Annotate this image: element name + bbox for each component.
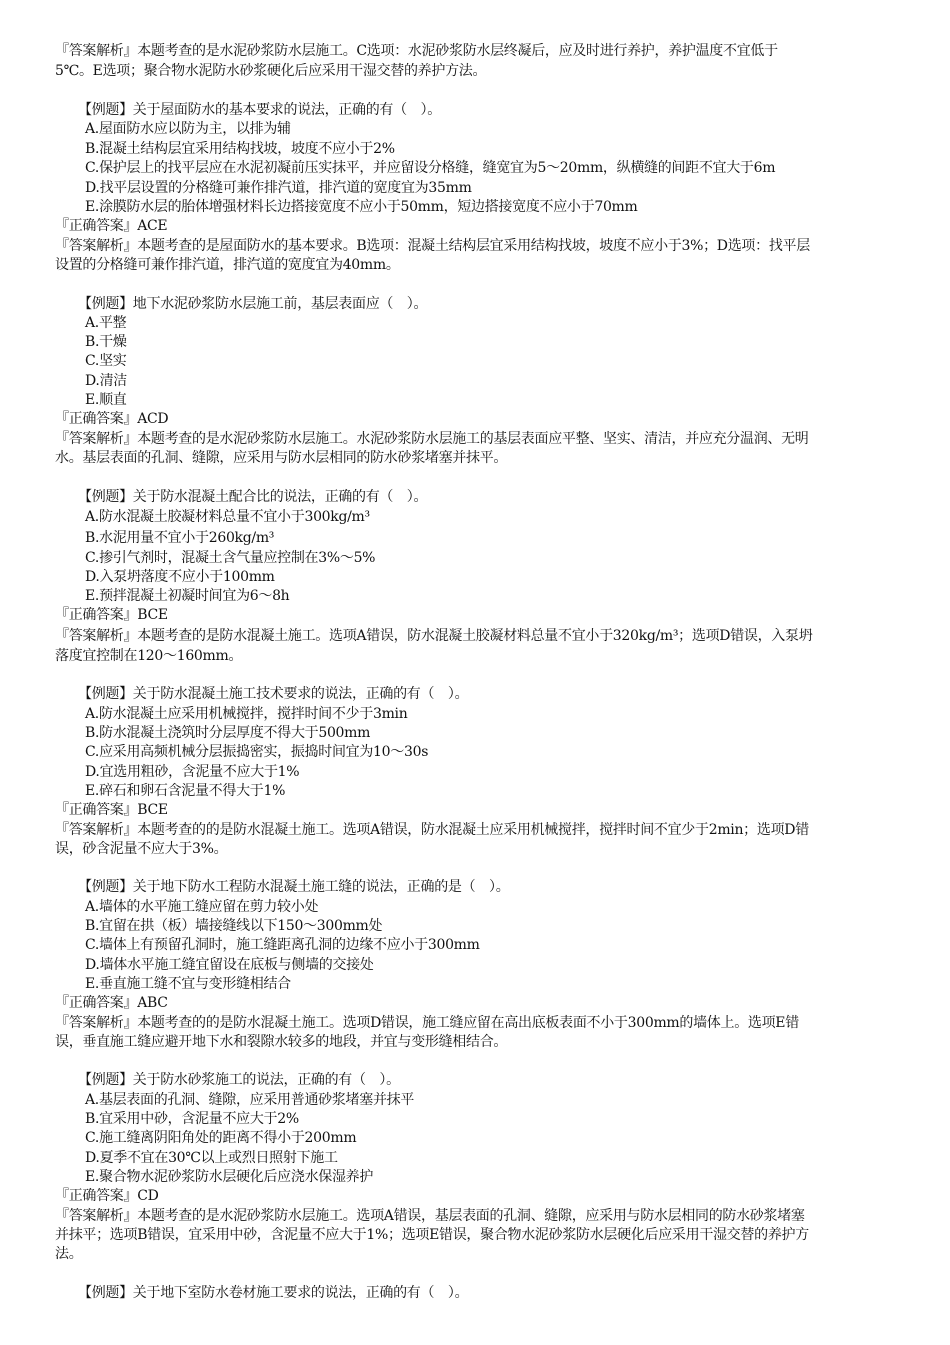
- text-line: 误，砂含泥量不应大于3%。: [55, 841, 228, 857]
- answer-option: D.宜选用粗砂，含泥量不应大于1%: [85, 764, 300, 780]
- answer-option: B.干燥: [85, 334, 127, 350]
- answer-option: C.应采用高频机械分层振捣密实，振捣时间宜为10～30s: [85, 744, 429, 760]
- text-line: 法。: [55, 1246, 83, 1262]
- answer-option: C.施工缝离阴阳角处的距离不得小于200mm: [85, 1130, 357, 1146]
- text-line: 『答案解析』本题考查的是水泥砂浆防水层施工。选项A错误，基层表面的孔洞、缝隙，应采用与防水层相同的防水砂浆堵塞: [55, 1208, 805, 1224]
- text-line: 『正确答案』BCE: [55, 607, 168, 623]
- answer-option: C.墙体上有预留孔洞时，施工缝距离孔洞的边缘不应小于300mm: [85, 937, 480, 953]
- text-line: 『答案解析』本题考查的的是防水混凝土施工。选项D错误，施工缝应留在高出底板表面不小于300mm的墙体上。选项E错: [55, 1015, 799, 1031]
- text-line: 『正确答案』ABC: [55, 995, 168, 1011]
- answer-option: C.掺引气剂时，混凝土含气量应控制在3%～5%: [85, 550, 376, 566]
- answer-option: C.保护层上的找平层应在水泥初凝前压实抹平，并应留设分格缝，缝宽宜为5～20mm，纵横缝的间距不宜大于6m: [85, 160, 776, 176]
- answer-option: E.顺直: [85, 392, 127, 408]
- answer-option: D.墙体水平施工缝宜留设在底板与侧墙的交接处: [85, 957, 374, 973]
- question-stem: 【例题】关于屋面防水的基本要求的说法，正确的有（ ）。: [78, 102, 441, 118]
- answer-option: A.平整: [85, 315, 127, 331]
- text-line: 并抹平；选项B错误，宜采用中砂，含泥量不应大于1%；选项E错误，聚合物水泥砂浆防水层硬化后应采用干湿交替的养护方: [55, 1227, 809, 1243]
- answer-option: E.垂直施工缝不宜与变形缝相结合: [85, 976, 291, 992]
- answer-option: C.坚实: [85, 353, 127, 369]
- text-line: 误，垂直施工缝应避开地下水和裂隙水较多的地段，并宜与变形缝相结合。: [55, 1034, 508, 1050]
- answer-option: A.防水混凝土应采用机械搅拌，搅拌时间不少于3min: [85, 706, 408, 722]
- text-line: 『正确答案』CD: [55, 1188, 159, 1204]
- answer-option: A.基层表面的孔洞、缝隙，应采用普通砂浆堵塞并抹平: [85, 1092, 415, 1108]
- answer-option: B.宜采用中砂，含泥量不应大于2%: [85, 1111, 299, 1127]
- answer-option: E.聚合物水泥砂浆防水层硬化后应浇水保湿养护: [85, 1169, 374, 1185]
- text-line: 『正确答案』BCE: [55, 802, 168, 818]
- text-line: 『答案解析』本题考查的是水泥砂浆防水层施工。水泥砂浆防水层施工的基层表面应平整、坚实、清洁，并应充分温润、无明: [55, 431, 809, 447]
- text-line: 『答案解析』本题考查的的是防水混凝土施工。选项A错误，防水混凝土应采用机械搅拌，搅拌时间不宜少于2min；选项D错: [55, 822, 809, 838]
- text-line: 5℃。E选项；聚合物水泥防水砂浆硬化后应采用干湿交替的养护方法。: [55, 63, 487, 79]
- text-line: 『答案解析』本题考查的是防水混凝土施工。选项A错误，防水混凝土胶凝材料总量不宜小于320kg/m³；选项D错误，入泵坍: [55, 628, 813, 644]
- answer-option: B.宜留在拱（板）墙接缝线以下150～300mm处: [85, 918, 383, 934]
- question-stem: 【例题】关于防水混凝土配合比的说法，正确的有（ ）。: [78, 489, 428, 505]
- text-line: 『正确答案』ACE: [55, 218, 168, 234]
- question-stem: 【例题】关于防水砂浆施工的说法，正确的有（ ）。: [78, 1072, 400, 1088]
- answer-option: A.防水混凝土胶凝材料总量不宜小于300kg/m³: [85, 509, 370, 525]
- text-line: 水。基层表面的孔洞、缝隙，应采用与防水层相同的防水砂浆堵塞并抹平。: [55, 450, 508, 466]
- answer-option: B.混凝土结构层宜采用结构找坡，坡度不应小于2%: [85, 141, 395, 157]
- answer-option: B.水泥用量不宜小于260kg/m³: [85, 530, 275, 546]
- text-line: 设置的分格缝可兼作排汽道，排汽道的宽度宜为40mm。: [55, 257, 400, 273]
- answer-option: A.墙体的水平施工缝应留在剪力较小处: [85, 899, 319, 915]
- answer-option: D.找平层设置的分格缝可兼作排汽道，排汽道的宽度宜为35mm: [85, 180, 472, 196]
- answer-option: A.屋面防水应以防为主，以排为辅: [85, 121, 291, 137]
- answer-option: B.防水混凝土浇筑时分层厚度不得大于500mm: [85, 725, 371, 741]
- text-line: 『答案解析』本题考查的是屋面防水的基本要求。B选项：混凝土结构层宜采用结构找坡，坡度不应小于3%；D选项：找平层: [55, 238, 810, 254]
- answer-option: E.预拌混凝土初凝时间宜为6～8h: [85, 588, 290, 604]
- text-line: 落度宜控制在120～160mm。: [55, 648, 243, 664]
- text-line: 『正确答案』ACD: [55, 411, 169, 427]
- question-stem: 【例题】地下水泥砂浆防水层施工前，基层表面应（ ）。: [78, 296, 428, 312]
- answer-option: D.清洁: [85, 373, 127, 389]
- answer-option: E.碎石和卵石含泥量不得大于1%: [85, 783, 286, 799]
- question-stem: 【例题】关于地下防水工程防水混凝土施工缝的说法，正确的是（ ）。: [78, 879, 510, 895]
- question-stem: 【例题】关于防水混凝土施工技术要求的说法，正确的有（ ）。: [78, 686, 469, 702]
- text-line: 『答案解析』本题考查的是水泥砂浆防水层施工。C选项：水泥砂浆防水层终凝后，应及时进行养护，养护温度不宜低于: [55, 43, 778, 59]
- answer-option: D.夏季不宜在30℃以上或烈日照射下施工: [85, 1150, 338, 1166]
- answer-option: D.入泵坍落度不应小于100mm: [85, 569, 275, 585]
- question-stem: 【例题】关于地下室防水卷材施工要求的说法，正确的有（ ）。: [78, 1285, 469, 1301]
- answer-option: E.涂膜防水层的胎体增强材料长边搭接宽度不应小于50mm，短边搭接宽度不应小于70mm: [85, 199, 638, 215]
